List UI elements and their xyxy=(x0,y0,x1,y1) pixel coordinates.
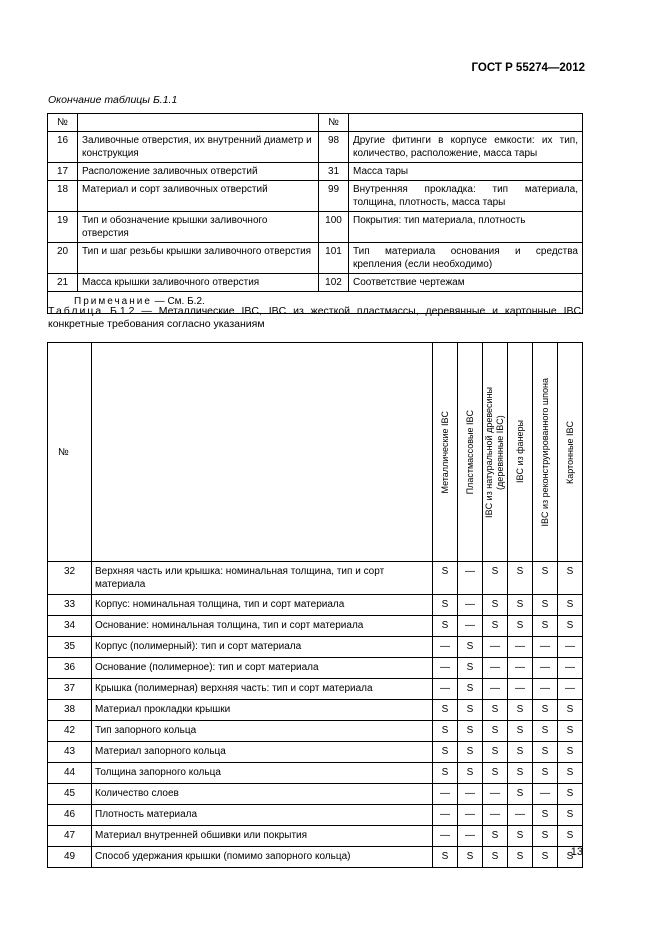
row-value: S xyxy=(533,847,558,868)
row-value: S xyxy=(558,616,583,637)
row-number: 101 xyxy=(319,243,349,274)
table-row xyxy=(48,658,583,679)
table-row xyxy=(48,562,583,595)
note-text: — См. Б.2. xyxy=(151,296,205,307)
row-number: 33 xyxy=(48,595,92,616)
row-value: S xyxy=(433,562,458,595)
table2-col-metal xyxy=(433,343,458,562)
table1-caption: Окончание таблицы Б.1.1 xyxy=(48,94,178,106)
row-value: — xyxy=(433,784,458,805)
row-number: 43 xyxy=(48,742,92,763)
row-value: S xyxy=(533,721,558,742)
row-value: — xyxy=(483,637,508,658)
row-value: S xyxy=(458,700,483,721)
row-value: S xyxy=(458,847,483,868)
table-row xyxy=(48,784,583,805)
row-value: S xyxy=(533,562,558,595)
table2-col-plastic xyxy=(458,343,483,562)
row-value: S xyxy=(558,763,583,784)
table2-col-veneer xyxy=(533,343,558,562)
row-value: — xyxy=(483,805,508,826)
row-number: 37 xyxy=(48,679,92,700)
row-value: — xyxy=(433,658,458,679)
table-row xyxy=(48,274,583,292)
page-number: 13 xyxy=(570,846,583,858)
row-number: 17 xyxy=(48,163,78,181)
row-number: 32 xyxy=(48,562,92,595)
row-value: — xyxy=(458,595,483,616)
row-value: S xyxy=(558,847,583,868)
row-value: — xyxy=(508,805,533,826)
row-number: 31 xyxy=(319,163,349,181)
col-veneer-label: IBC из реконструированного шпона xyxy=(539,377,550,527)
table2-col-plywood xyxy=(508,343,533,562)
row-value: S xyxy=(483,742,508,763)
table2 xyxy=(47,342,583,868)
row-value: S xyxy=(458,658,483,679)
row-value: S xyxy=(433,700,458,721)
row-number: 38 xyxy=(48,700,92,721)
table1-desc-header-right xyxy=(349,114,583,132)
col-wood-label xyxy=(484,387,506,518)
table-row xyxy=(48,721,583,742)
row-value: S xyxy=(508,562,533,595)
table1-body xyxy=(48,114,583,314)
row-description: Тип и обозначение крышки заливочного отверстия xyxy=(78,212,319,243)
table-row xyxy=(48,742,583,763)
row-number: 35 xyxy=(48,637,92,658)
table-row xyxy=(48,700,583,721)
row-value: S xyxy=(483,562,508,595)
row-value: S xyxy=(508,700,533,721)
col-cardboard-label: Картонные IBC xyxy=(564,420,575,484)
table2-header-row xyxy=(48,343,583,562)
table2-body xyxy=(48,343,583,868)
note-label: Примечание xyxy=(74,296,152,307)
row-description: Основание (полимерное): тип и сорт материала xyxy=(92,658,433,679)
row-number: 42 xyxy=(48,721,92,742)
row-number: 98 xyxy=(319,132,349,163)
row-description: Способ удержания крышки (помимо запорного кольца) xyxy=(92,847,433,868)
row-number: 102 xyxy=(319,274,349,292)
row-description: Корпус: номинальная толщина, тип и сорт материала xyxy=(92,595,433,616)
row-value: — xyxy=(483,679,508,700)
table2-caption xyxy=(48,305,584,331)
row-description: Тип и шаг резьбы крышки заливочного отверстия xyxy=(78,243,319,274)
table1-no-header-right: № xyxy=(319,114,349,132)
row-description: Корпус (полимерный): тип и сорт материала xyxy=(92,637,433,658)
row-value: S xyxy=(433,595,458,616)
row-value: S xyxy=(558,826,583,847)
row-description: Другие фитинги в корпусе емкости: их тип, количество, расположение, масса тары xyxy=(349,132,583,163)
table-row xyxy=(48,847,583,868)
col-wood-label-line1: IBC из натуральной древесины xyxy=(484,386,494,518)
col-wood-label-line2: (деревянные IBC) xyxy=(495,414,505,490)
row-value: — xyxy=(433,637,458,658)
table1-desc-header-left xyxy=(78,114,319,132)
row-value: S xyxy=(433,616,458,637)
table-row xyxy=(48,679,583,700)
row-value: — xyxy=(433,679,458,700)
row-value: — xyxy=(558,658,583,679)
row-value: S xyxy=(533,763,558,784)
row-number: 18 xyxy=(48,181,78,212)
table-row xyxy=(48,212,583,243)
row-number: 44 xyxy=(48,763,92,784)
row-number: 46 xyxy=(48,805,92,826)
row-value: — xyxy=(458,562,483,595)
table2-caption-text: Б.1.2 — Металлические IBC, IBC из жесткой пластмассы, деревянные и картонные IBC: конкретные требования согласно указаниям xyxy=(48,305,584,330)
col-plastic-label: Пластмассовые IBC xyxy=(464,409,475,495)
row-value: S xyxy=(433,721,458,742)
row-value: S xyxy=(508,616,533,637)
row-value: S xyxy=(458,679,483,700)
row-value: S xyxy=(483,721,508,742)
row-value: S xyxy=(458,763,483,784)
row-value: S xyxy=(508,742,533,763)
row-value: S xyxy=(458,637,483,658)
row-value: S xyxy=(433,847,458,868)
table2-col-cardboard xyxy=(558,343,583,562)
row-description: Материал внутренней обшивки или покрытия xyxy=(92,826,433,847)
row-description: Тип запорного кольца xyxy=(92,721,433,742)
table-row xyxy=(48,595,583,616)
row-number: 99 xyxy=(319,181,349,212)
row-description: Крышка (полимерная) верхняя часть: тип и сорт материала xyxy=(92,679,433,700)
row-number: 100 xyxy=(319,212,349,243)
row-value: S xyxy=(433,763,458,784)
row-value: S xyxy=(558,562,583,595)
table1 xyxy=(47,113,583,314)
row-value: — xyxy=(558,637,583,658)
row-number: 49 xyxy=(48,847,92,868)
row-description: Плотность материала xyxy=(92,805,433,826)
row-description: Материал и сорт заливочных отверстий xyxy=(78,181,319,212)
row-value: — xyxy=(433,805,458,826)
row-value: S xyxy=(533,700,558,721)
table-row xyxy=(48,637,583,658)
col-metal-label: Металлические IBC xyxy=(439,410,450,494)
row-value: S xyxy=(433,742,458,763)
row-value: — xyxy=(508,658,533,679)
row-description: Верхняя часть или крышка: номинальная толщина, тип и сорт материала xyxy=(92,562,433,595)
row-value: — xyxy=(508,637,533,658)
row-value: — xyxy=(458,826,483,847)
row-value: — xyxy=(483,784,508,805)
row-value: S xyxy=(458,721,483,742)
col-plywood-label: IBC из фанеры xyxy=(514,420,525,484)
row-number: 45 xyxy=(48,784,92,805)
row-description: Заливочные отверстия, их внутренний диаметр и конструкция xyxy=(78,132,319,163)
row-value: — xyxy=(533,637,558,658)
row-description: Соответствие чертежам xyxy=(349,274,583,292)
row-value: — xyxy=(558,679,583,700)
row-value: S xyxy=(533,616,558,637)
standard-designation: ГОСТ Р 55274—2012 xyxy=(471,62,585,74)
row-value: S xyxy=(558,595,583,616)
row-value: S xyxy=(533,805,558,826)
row-value: S xyxy=(558,700,583,721)
row-value: S xyxy=(533,742,558,763)
table-row xyxy=(48,181,583,212)
table-row xyxy=(48,243,583,274)
row-number: 36 xyxy=(48,658,92,679)
row-value: S xyxy=(483,700,508,721)
row-value: — xyxy=(483,658,508,679)
row-description: Материал запорного кольца xyxy=(92,742,433,763)
row-description: Основание: номинальная толщина, тип и сорт материала xyxy=(92,616,433,637)
table-row xyxy=(48,616,583,637)
row-description: Количество слоев xyxy=(92,784,433,805)
row-value: S xyxy=(508,595,533,616)
row-description: Внутренняя прокладка: тип материала, толщина, плотность, масса тары xyxy=(349,181,583,212)
table2-no-header: № xyxy=(48,343,92,562)
row-value: S xyxy=(558,721,583,742)
table1-no-header-left: № xyxy=(48,114,78,132)
row-description: Толщина запорного кольца xyxy=(92,763,433,784)
row-value: S xyxy=(558,805,583,826)
row-value: S xyxy=(533,826,558,847)
row-number: 20 xyxy=(48,243,78,274)
row-value: S xyxy=(483,763,508,784)
row-description: Масса тары xyxy=(349,163,583,181)
table2-col-wood xyxy=(483,343,508,562)
table-row xyxy=(48,805,583,826)
row-value: — xyxy=(533,784,558,805)
row-value: — xyxy=(533,658,558,679)
table-row xyxy=(48,826,583,847)
row-number: 16 xyxy=(48,132,78,163)
table1-header-row xyxy=(48,114,583,132)
row-value: S xyxy=(533,595,558,616)
row-value: — xyxy=(533,679,558,700)
table2-desc-header xyxy=(92,343,433,562)
row-description: Тип материала основания и средства крепления (если необходимо) xyxy=(349,243,583,274)
row-value: S xyxy=(508,784,533,805)
row-value: — xyxy=(458,616,483,637)
row-value: — xyxy=(508,679,533,700)
table-row xyxy=(48,163,583,181)
row-value: — xyxy=(433,826,458,847)
row-value: — xyxy=(458,784,483,805)
row-description: Материал прокладки крышки xyxy=(92,700,433,721)
row-description: Масса крышки заливочного отверстия xyxy=(78,274,319,292)
row-value: S xyxy=(508,721,533,742)
table2-caption-label: Таблица xyxy=(48,305,104,317)
row-number: 47 xyxy=(48,826,92,847)
table-row xyxy=(48,763,583,784)
row-value: S xyxy=(508,763,533,784)
row-value: S xyxy=(483,595,508,616)
row-description: Расположение заливочных отверстий xyxy=(78,163,319,181)
row-value: S xyxy=(508,847,533,868)
row-number: 19 xyxy=(48,212,78,243)
row-value: S xyxy=(558,784,583,805)
row-value: S xyxy=(483,826,508,847)
table-row xyxy=(48,132,583,163)
row-value: S xyxy=(458,742,483,763)
row-number: 34 xyxy=(48,616,92,637)
row-value: S xyxy=(483,847,508,868)
row-value: — xyxy=(458,805,483,826)
row-number: 21 xyxy=(48,274,78,292)
row-value: S xyxy=(558,742,583,763)
row-value: S xyxy=(483,616,508,637)
row-description: Покрытия: тип материала, плотность xyxy=(349,212,583,243)
row-value: S xyxy=(508,826,533,847)
